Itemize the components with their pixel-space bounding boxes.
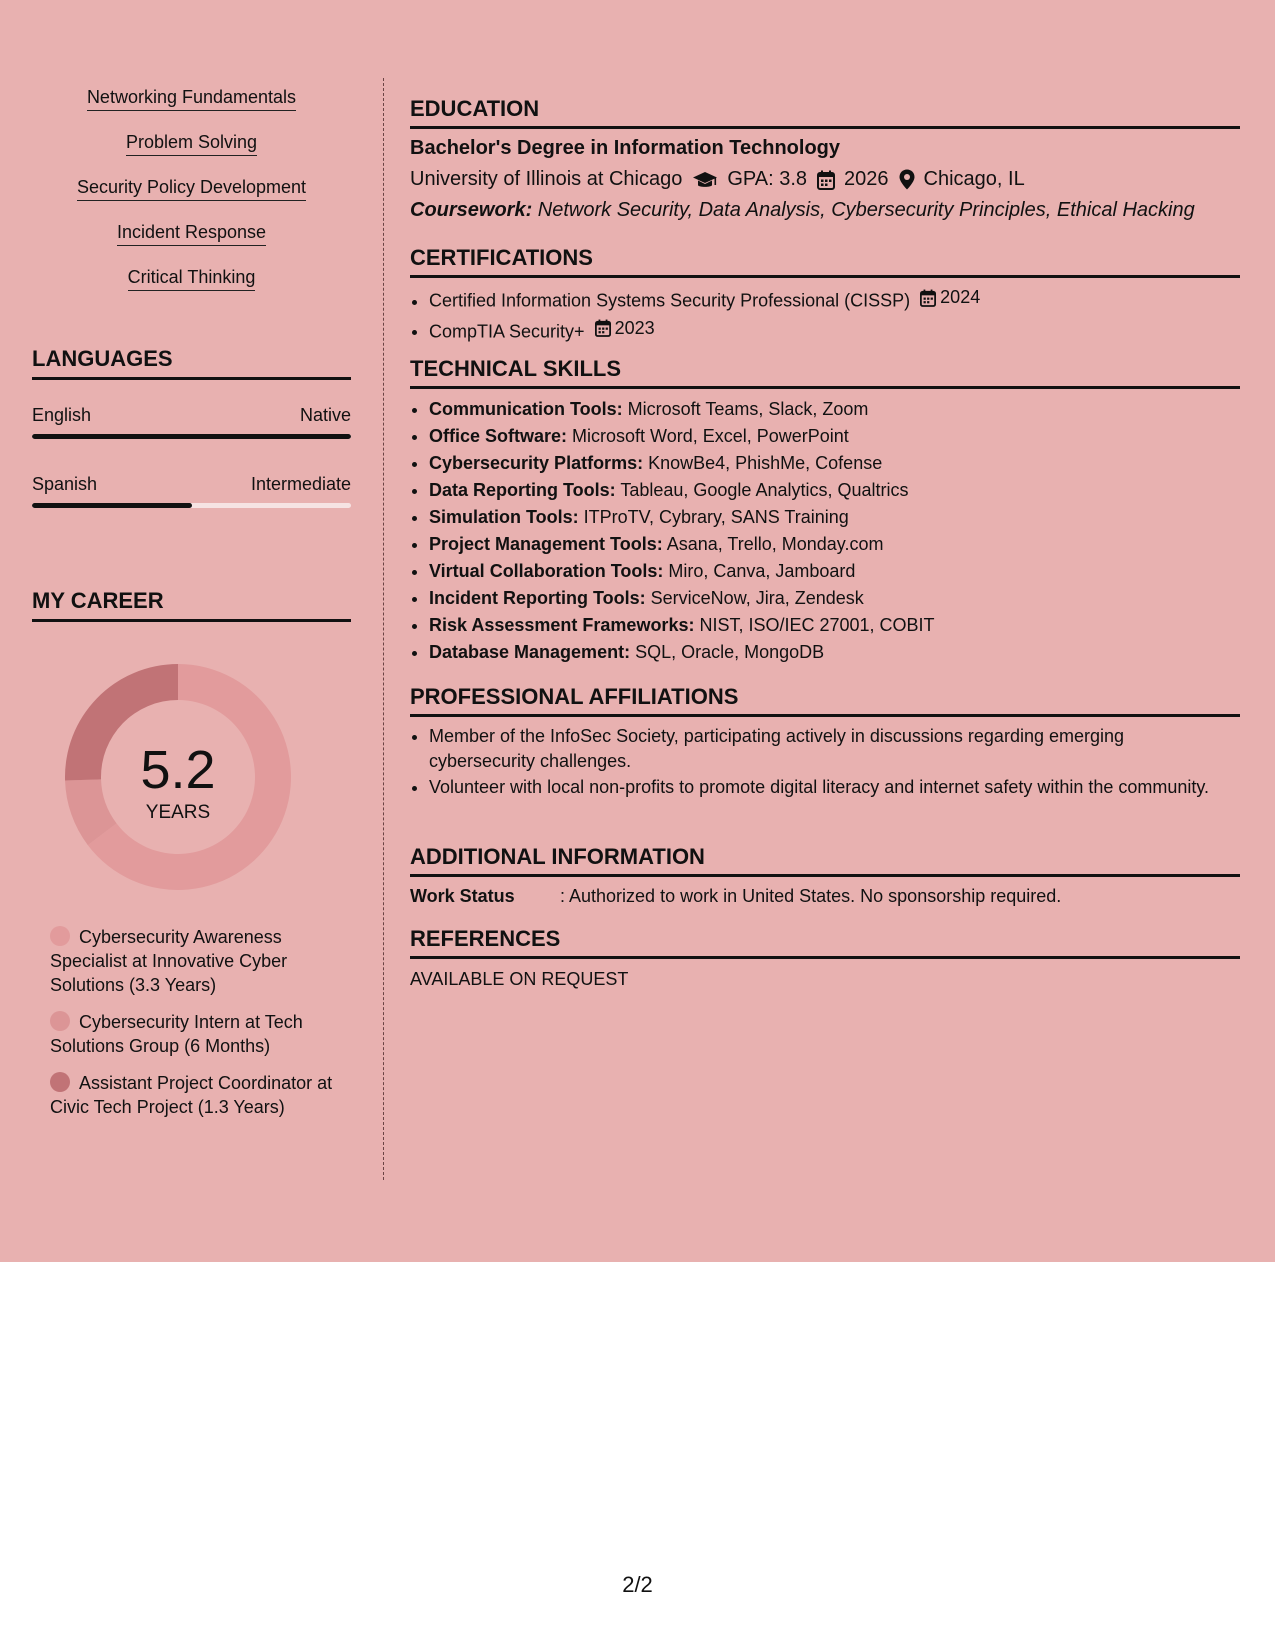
- legend-label: Cybersecurity Intern at Tech Solutions Group (6 Months): [50, 1012, 303, 1056]
- legend-item: [50, 925, 350, 997]
- skill-category: Data Reporting Tools:: [429, 480, 616, 500]
- technical-skill-item: [429, 477, 1229, 504]
- legend-item: [50, 1071, 350, 1119]
- certification-item: [429, 284, 1229, 315]
- language-bar: [32, 503, 351, 508]
- skill-category: Cybersecurity Platforms:: [429, 453, 644, 473]
- technical-skill-item: [429, 531, 1229, 558]
- coursework-list: Network Security, Data Analysis, Cybersecurity Principles, Ethical Hacking: [532, 199, 1195, 221]
- skill-category: Communication Tools:: [429, 399, 623, 419]
- skill-values: NIST, ISO/IEC 27001, COBIT: [694, 615, 935, 635]
- coursework-label: Coursework:: [410, 199, 533, 221]
- skill-item: Security Policy Development: [77, 176, 306, 201]
- technical-skill-item: [429, 585, 1229, 612]
- affiliations-list: [410, 724, 1229, 801]
- skill-item: Incident Response: [117, 221, 266, 246]
- technical-skill-item: [429, 558, 1229, 585]
- skill-values: Microsoft Teams, Slack, Zoom: [622, 399, 869, 419]
- skill-category: Office Software:: [429, 426, 568, 446]
- graduation-cap-icon: [692, 170, 718, 190]
- legend-label: Assistant Project Coordinator at Civic Tech Project (1.3 Years): [50, 1073, 333, 1117]
- skill-values: SQL, Oracle, MongoDB: [630, 642, 825, 662]
- career-heading: MY CAREER: [32, 588, 351, 622]
- location-pin-icon: [899, 169, 915, 190]
- technical-skill-item: [429, 396, 1229, 423]
- education-heading: EDUCATION: [410, 96, 1240, 129]
- page-number: 2/2: [622, 1572, 653, 1597]
- gpa: GPA: 3.8: [727, 168, 808, 190]
- skills-list: [32, 86, 351, 311]
- skill-values: ITProTV, Cybrary, SANS Training: [578, 507, 849, 527]
- career-total: 5.2: [140, 740, 216, 800]
- affiliation-item: • Member of the InfoSec Society, participating actively in discussions regarding emerging cybersecurity challenges.: [429, 724, 1229, 774]
- legend-item: [50, 1010, 350, 1058]
- skill-values: ServiceNow, Jira, Zendesk: [645, 588, 864, 608]
- technical-skill-item: [429, 612, 1229, 639]
- school-location: Chicago, IL: [923, 168, 1025, 190]
- certifications-list: [410, 284, 1229, 345]
- legend-dot-icon: [50, 1011, 70, 1031]
- skill-category: Virtual Collaboration Tools:: [429, 561, 664, 581]
- skill-category: Simulation Tools:: [429, 507, 579, 527]
- certification-name: CompTIA Security+: [429, 321, 585, 341]
- work-status: [410, 886, 1061, 907]
- legend-label: Cybersecurity Awareness Specialist at Innovative Cyber Solutions (3.3 Years): [50, 927, 288, 995]
- language-level: Intermediate: [250, 474, 351, 494]
- school-name: University of Illinois at Chicago: [410, 168, 683, 190]
- work-status-label: Work Status: [410, 886, 515, 906]
- certification-year: 2023: [614, 317, 655, 338]
- skill-item: Networking Fundamentals: [87, 86, 296, 111]
- certification-year: 2024: [940, 287, 981, 307]
- calendar-icon: [817, 170, 835, 190]
- work-status-value: : Authorized to work in United States. No sponsorship required.: [560, 886, 1062, 906]
- career-legend: [50, 925, 350, 1132]
- legend-dot-icon: [50, 926, 70, 946]
- skill-category: Incident Reporting Tools:: [429, 588, 646, 608]
- certifications-heading: CERTIFICATIONS: [410, 245, 1240, 278]
- column-divider: [383, 78, 384, 1180]
- skill-category: Risk Assessment Frameworks:: [429, 615, 695, 635]
- calendar-icon: [920, 289, 936, 307]
- career-donut-chart: [65, 664, 291, 890]
- affiliation-item: • Volunteer with local non-profits to promote digital literacy and internet safety within the community.: [429, 775, 1229, 800]
- language-level: Native: [299, 405, 351, 425]
- technical-skill-item: [429, 450, 1229, 477]
- certification-item: [429, 315, 1229, 346]
- language-item: [32, 404, 351, 439]
- coursework: [410, 199, 1195, 222]
- languages-heading: LANGUAGES: [32, 346, 351, 380]
- language-name: Spanish: [32, 474, 98, 494]
- education-meta: [410, 168, 1025, 191]
- technical-skills-heading: TECHNICAL SKILLS: [410, 356, 1240, 389]
- skill-item: Critical Thinking: [128, 266, 256, 291]
- language-bar: [32, 434, 351, 439]
- language-item: [32, 473, 351, 508]
- technical-skills-list: [410, 396, 1229, 666]
- skill-category: Project Management Tools:: [429, 534, 663, 554]
- technical-skill-item: [429, 504, 1229, 531]
- skill-item: Problem Solving: [126, 131, 257, 156]
- skill-values: Miro, Canva, Jamboard: [663, 561, 856, 581]
- certification-name: Certified Information Systems Security Professional (CISSP): [429, 290, 911, 311]
- references-text: AVAILABLE ON REQUEST: [410, 969, 629, 989]
- legend-dot-icon: [50, 1072, 70, 1092]
- skill-values: Tableau, Google Analytics, Qualtrics: [615, 480, 909, 500]
- references-heading: REFERENCES: [410, 926, 1240, 959]
- career-unit: YEARS: [145, 802, 211, 823]
- language-name: English: [32, 405, 92, 425]
- calendar-icon: [595, 319, 611, 337]
- skill-category: Database Management:: [429, 642, 631, 662]
- degree-title: Bachelor's Degree in Information Technology: [410, 137, 841, 159]
- language-bar-fill: [32, 434, 351, 439]
- additional-info-heading: ADDITIONAL INFORMATION: [410, 844, 1240, 877]
- affiliations-heading: PROFESSIONAL AFFILIATIONS: [410, 684, 1240, 717]
- skill-values: Asana, Trello, Monday.com: [662, 534, 884, 554]
- skill-values: Microsoft Word, Excel, PowerPoint: [567, 426, 849, 446]
- language-bar-fill: [32, 503, 192, 508]
- skill-values: KnowBe4, PhishMe, Cofense: [643, 453, 883, 473]
- technical-skill-item: [429, 423, 1229, 450]
- graduation-year: 2026: [844, 168, 889, 190]
- technical-skill-item: [429, 639, 1229, 666]
